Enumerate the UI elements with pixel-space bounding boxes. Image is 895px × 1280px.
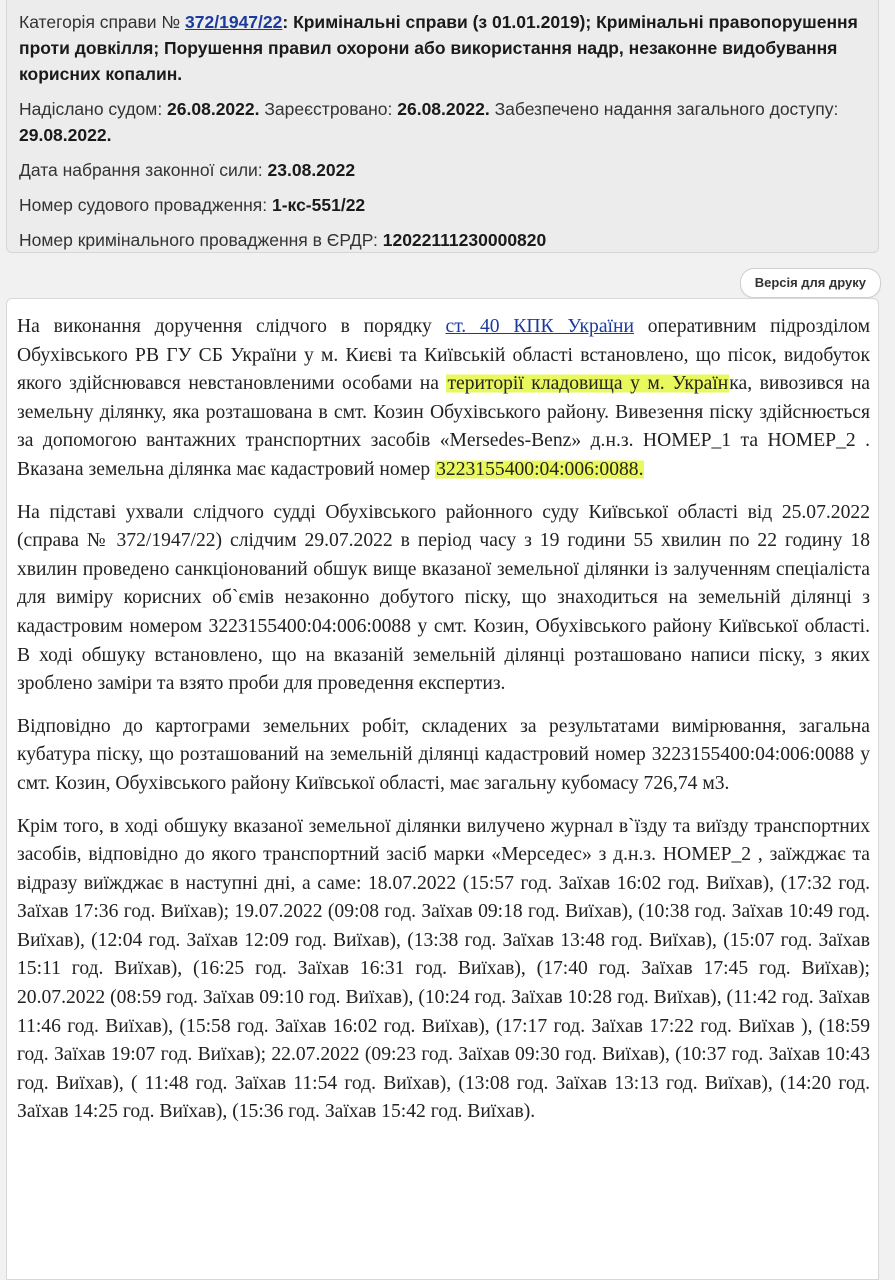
toolbar bbox=[0, 262, 895, 292]
proceeding-label: Номер судового провадження: bbox=[19, 195, 272, 215]
paragraph-4: Крім того, в ході обшуку вказаної земельної ділянки вилучено журнал в`їзду та виїзду транспортних засобів, відповідно до якого транспортний засіб марки «Мерседес» з д.н.з. НОМЕР_2 , заїжджає та відразу виїжджає в наступні дні, а саме: 18.07.2022 (15:57 год. Заїхав 16:02 год. Виїхав), (17:32 год. Заїхав 17:36 год. Виїхав); 19.07.2022 (09:08 год. Заїхав 09:18 год. Виїхав), (10:38 год. Заїхав 10:49 год. Виїхав), (12:04 год. Заїхав 12:09 год. Виїхав), (13:38 год. Заїхав 13:48 год. Виїхав), (15:07 год. Заїхав 15:11 год. Виїхав), (16:25 год. Заїхав 16:31 год. Виїхав), (17:40 год. Заїхав 17:45 год. Виїхав); 20.07.2022 (08:59 год. Заїхав 09:10 год. Виїхав), (10:24 год. Заїхав 10:28 год. Виїхав), (11:42 год. Заїхав 11:46 год. Виїхав), (15:58 год. Заїхав 16:02 год. Виїхав), (17:17 год. Заїхав 17:22 год. Виїхав ), (18:59 год. Заїхав 19:07 год. Виїхав); 22.07.2022 (09:23 год. Заїхав 09:30 год. Виїхав), (10:37 год. Заїхав 10:43 год. Виїхав), ( 11:48 год. Заїхав 11:54 год. Виїхав), (13:08 год. Заїхав 13:13 год. Виїхав), (14:20 год. Заїхав 14:25 год. Виїхав), (15:36 год. Заїхав 15:42 год. Виїхав). bbox=[17, 815, 870, 1123]
paragraph-3: Відповідно до картограми земельних робіт, складених за результатами вимірювання, загальна кубатура піску, що розташований на земельній ділянці кадастровий номер 3223155400:04:006:0088 у смт. Козин, Обухівського району Київської області, має загальну кубомасу 726,74 м3. bbox=[17, 715, 870, 794]
paragraph-1 bbox=[17, 313, 870, 485]
print-version-button[interactable]: Версія для друку bbox=[740, 268, 881, 298]
effective-date: 23.08.2022 bbox=[267, 160, 356, 180]
proceeding-number: 1-кс-551/22 bbox=[271, 195, 366, 215]
paragraph-2: На підставі ухвали слідчого судді Обухівського районного суду Київської області від 25.07.2022 (справа № 372/1947/22) слідчим 29.07.2022 в період часу з 19 години 55 хвилин по 22 годину 18 хвилин проведено санкціонований обшук вище вказаної земельної ділянки із залученням спеціаліста для виміру корисних об`ємів незаконно добутого піску, що знаходиться на земельній ділянці з кадастровим номером 3223155400:04:006:0088 у смт. Козин, Обухівського району Київської області. В ході обшуку встановлено, що на вказаній земельній ділянці розташовано написи піску, з яких зроблено заміри та взято проби для проведення експертиз. bbox=[17, 501, 870, 695]
case-number-link[interactable]: 372/1947/22 bbox=[185, 12, 283, 32]
article-40-link[interactable]: ст. 40 КПК України bbox=[445, 316, 634, 337]
erdr-number: 12022111230000820 bbox=[382, 230, 547, 250]
registered-label: Зареєстровано: bbox=[259, 99, 398, 119]
category-prefix: Категорія справи № bbox=[19, 12, 186, 32]
p1-text-b: оперативним підрозділом Обухівського РВ ГУ СБ України у м. Києві та Київській області встановлено, що пісок, видобуток якого здійснювався невстановленими особами на bbox=[17, 316, 871, 395]
highlight-cadastral-number: 3223155400:04:006:0088. bbox=[436, 458, 644, 480]
category-text: : Кримінальні справи (з 01.01.2019); Кримінальні правопорушення проти довкілля; Порушення правил охорони або використання надр, незаконне видобування корисних копалин. bbox=[19, 12, 858, 84]
p1-text-c: ка, вивозився на земельну ділянку, яка розташована в смт. Козин Обухівського району. Вивезення піску здійснюється за допомогою вантажних транспортних засобів «Mersedes-Benz» д.н.з. НОМЕР_1 та НОМЕР_2 . Вказана земельна ділянка має кадастровий номер bbox=[17, 373, 871, 480]
document-body bbox=[6, 298, 879, 1280]
dates-line bbox=[19, 96, 866, 148]
effective-date-line bbox=[19, 157, 866, 183]
erdr-label: Номер кримінального провадження в ЄРДР: bbox=[19, 230, 383, 250]
erdr-line bbox=[19, 227, 866, 253]
effective-label: Дата набрання законної сили: bbox=[19, 160, 268, 180]
sent-date: 26.08.2022. bbox=[167, 99, 260, 119]
p1-text-a: На виконання доручення слідчого в порядку bbox=[17, 316, 446, 337]
registered-date: 26.08.2022. bbox=[397, 99, 490, 119]
case-category bbox=[19, 9, 866, 87]
access-date: 29.08.2022. bbox=[19, 125, 112, 145]
proceeding-line bbox=[19, 192, 866, 218]
access-label: Забезпечено надання загального доступу: bbox=[489, 99, 839, 119]
case-metadata-panel bbox=[6, 0, 879, 253]
sent-label: Надіслано судом: bbox=[19, 99, 168, 119]
highlight-cemetery: території кладовища у м. Україн bbox=[447, 373, 729, 395]
